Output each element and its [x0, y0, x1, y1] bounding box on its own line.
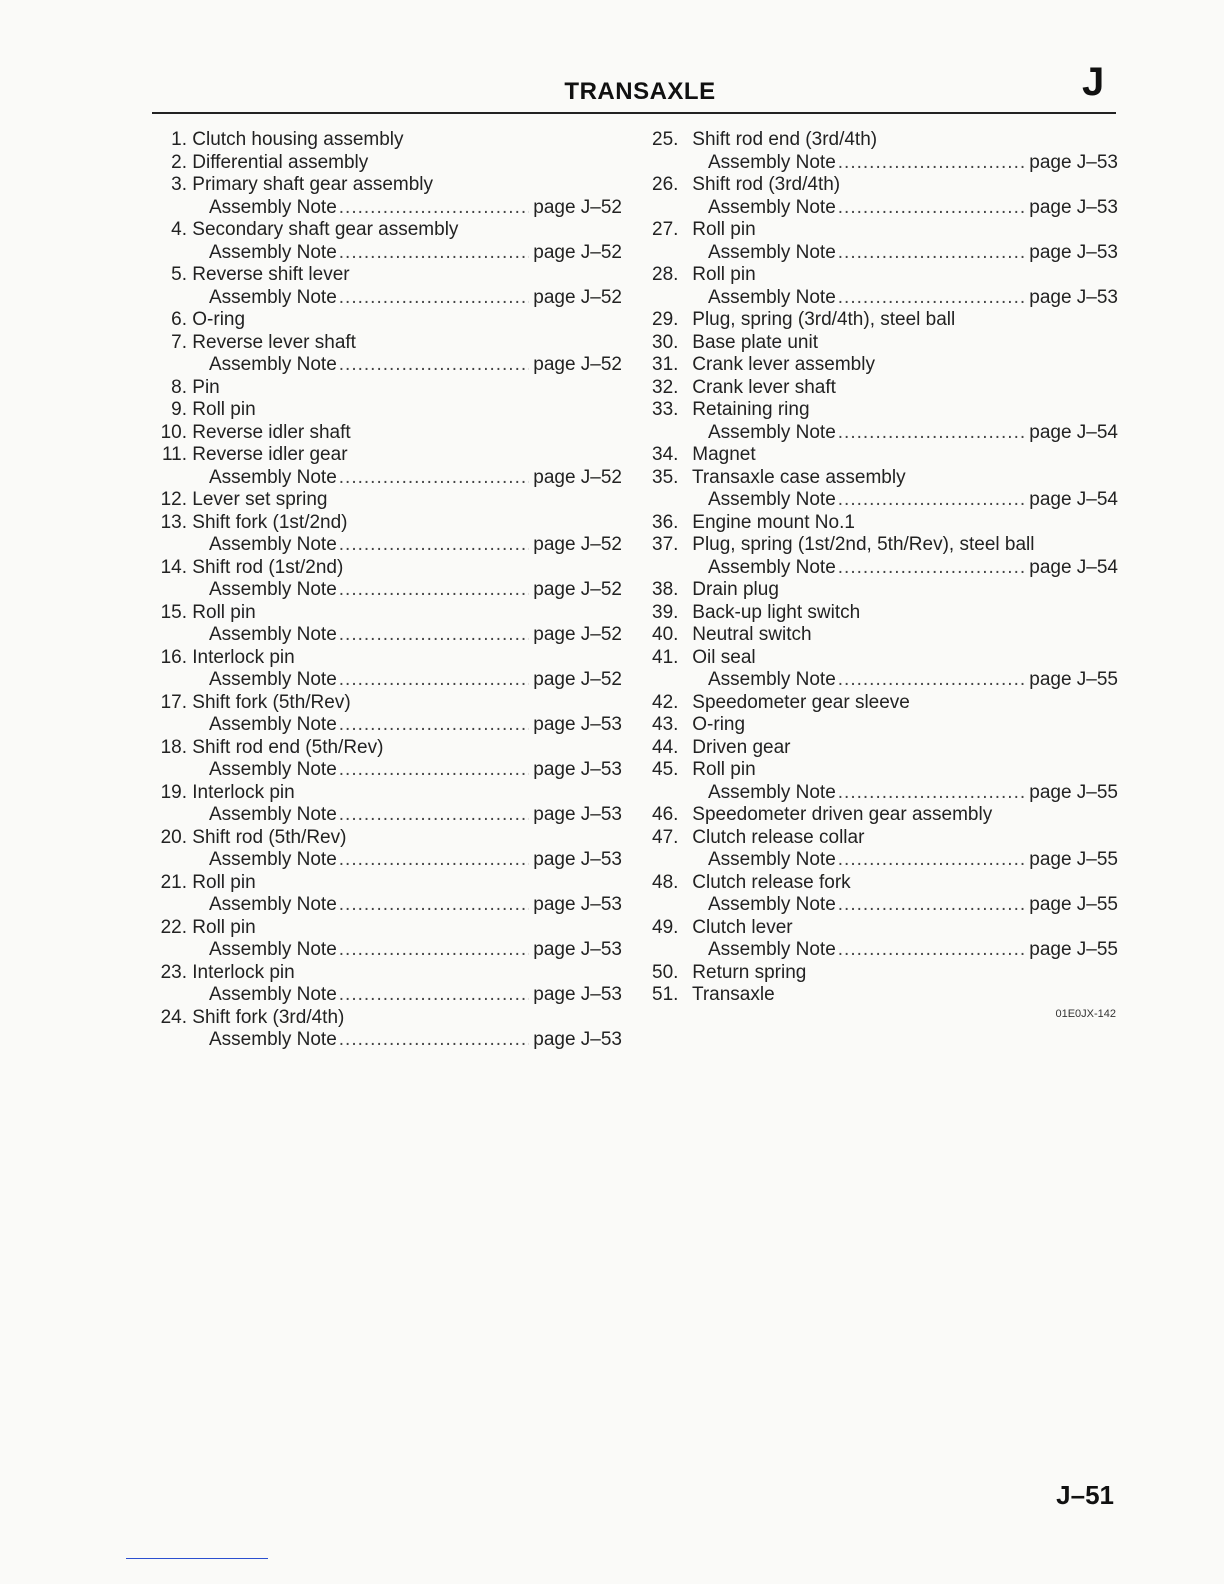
assembly-note-label: Assembly Note	[209, 804, 337, 825]
assembly-note-line	[152, 579, 622, 602]
item-number: 36.	[652, 511, 679, 533]
item-name: Speedometer driven gear assembly	[692, 804, 993, 825]
list-item	[152, 962, 622, 985]
item-name: Neutral switch	[692, 624, 812, 645]
item-name: Crank lever shaft	[692, 376, 836, 398]
list-item	[652, 804, 1118, 827]
list-item	[152, 782, 622, 805]
assembly-note-label: Assembly Note	[209, 894, 337, 915]
assembly-note-label: Assembly Note	[209, 241, 337, 263]
leader-dots	[838, 669, 1025, 692]
item-name: Reverse idler gear	[192, 444, 348, 465]
page-reference: page J–54	[1029, 556, 1118, 578]
list-item	[652, 984, 1118, 1007]
leader-dots	[339, 849, 529, 872]
page-reference: page J–55	[1029, 781, 1118, 803]
item-number: 42.	[652, 691, 679, 713]
assembly-note-label: Assembly Note	[708, 849, 836, 870]
item-name: Interlock pin	[192, 961, 295, 983]
page-number: J–51	[1056, 1480, 1114, 1510]
leader-dots	[339, 287, 529, 310]
list-item	[152, 174, 622, 197]
item-number: 29.	[652, 309, 679, 330]
page-reference: page J–53	[533, 714, 622, 735]
leader-dots	[339, 579, 529, 602]
item-name: Roll pin	[692, 219, 756, 240]
list-item	[652, 534, 1118, 557]
leader-dots	[339, 242, 529, 265]
page-reference: page J–53	[1029, 241, 1118, 263]
item-name: Base plate unit	[692, 331, 818, 353]
assembly-note-label: Assembly Note	[209, 286, 337, 308]
item-number: 27.	[652, 219, 679, 240]
item-number: 25.	[652, 129, 679, 150]
assembly-note-line	[152, 197, 622, 220]
assembly-note-label: Assembly Note	[209, 534, 337, 555]
item-number: 17.	[160, 691, 187, 713]
list-item	[652, 579, 1118, 602]
assembly-note-label: Assembly Note	[209, 714, 337, 735]
item-number: 49.	[652, 916, 679, 938]
item-number: 35.	[652, 466, 679, 488]
item-number: 51.	[652, 984, 679, 1005]
list-item	[652, 399, 1118, 422]
item-name: Lever set spring	[192, 489, 328, 510]
leader-dots	[339, 534, 529, 557]
item-name: Roll pin	[192, 871, 256, 893]
page-reference: page J–55	[1029, 939, 1118, 960]
item-number: 43.	[652, 714, 679, 735]
item-number: 34.	[652, 444, 679, 465]
list-item	[152, 422, 622, 445]
item-name: Differential assembly	[192, 151, 369, 173]
page-reference: page J–52	[533, 669, 622, 690]
assembly-note-label: Assembly Note	[209, 579, 337, 600]
list-item	[652, 647, 1118, 670]
page-reference: page J–55	[1029, 669, 1118, 690]
item-number: 41.	[652, 646, 679, 668]
assembly-note-line	[152, 804, 622, 827]
assembly-note-line	[652, 939, 1118, 962]
item-name: Clutch release fork	[692, 871, 851, 893]
list-item	[652, 827, 1118, 850]
item-number: 4.	[171, 219, 187, 240]
assembly-note-label: Assembly Note	[209, 849, 337, 870]
page-reference: page J–55	[1029, 894, 1118, 915]
page-reference: page J–53	[533, 759, 622, 780]
page-reference: page J–53	[1029, 196, 1118, 218]
assembly-note-line	[652, 152, 1118, 175]
leader-dots	[838, 422, 1025, 445]
assembly-note-label: Assembly Note	[708, 556, 836, 578]
assembly-note-line	[152, 849, 622, 872]
item-number: 44.	[652, 736, 679, 758]
list-item	[152, 264, 622, 287]
leader-dots	[339, 197, 529, 220]
list-item	[152, 602, 622, 625]
assembly-note-line	[652, 287, 1118, 310]
list-item	[152, 332, 622, 355]
assembly-note-label: Assembly Note	[708, 286, 836, 308]
item-number: 3.	[171, 174, 187, 195]
page-reference: page J–55	[1029, 849, 1118, 870]
assembly-note-line	[652, 489, 1118, 512]
list-item	[652, 512, 1118, 535]
item-number: 31.	[652, 354, 679, 375]
item-name: Shift rod (1st/2nd)	[192, 556, 344, 578]
item-name: Clutch lever	[692, 916, 793, 938]
item-name: Shift rod end (3rd/4th)	[692, 129, 878, 150]
leader-dots	[838, 152, 1025, 175]
assembly-note-line	[152, 939, 622, 962]
section-letter: J	[1082, 60, 1105, 104]
page-reference: page J–52	[533, 354, 622, 375]
assembly-note-line	[152, 669, 622, 692]
page-reference: page J–53	[1029, 151, 1118, 173]
assembly-note-label: Assembly Note	[209, 939, 337, 960]
document-code: 01E0JX-142	[1055, 1008, 1116, 1020]
item-number: 39.	[652, 601, 679, 623]
item-number: 46.	[652, 804, 679, 825]
list-item	[652, 872, 1118, 895]
item-name: Oil seal	[692, 646, 756, 668]
item-name: Interlock pin	[192, 781, 295, 803]
item-name: Crank lever assembly	[692, 354, 875, 375]
leader-dots	[838, 197, 1025, 220]
page-title: TRANSAXLE	[564, 78, 716, 105]
item-number: 9.	[171, 399, 187, 420]
assembly-note-label: Assembly Note	[708, 781, 836, 803]
page-reference: page J–52	[533, 534, 622, 555]
list-item	[152, 692, 622, 715]
page-reference: page J–54	[1029, 421, 1118, 443]
list-item	[152, 1007, 622, 1030]
item-name: Shift fork (3rd/4th)	[192, 1006, 345, 1028]
list-item	[152, 489, 622, 512]
item-number: 19.	[160, 781, 187, 803]
page-reference: page J–53	[533, 804, 622, 825]
item-number: 24.	[160, 1006, 187, 1028]
item-number: 21.	[160, 871, 187, 893]
list-item	[152, 152, 622, 175]
assembly-note-line	[152, 759, 622, 782]
item-name: Pin	[192, 376, 220, 398]
list-item	[652, 219, 1118, 242]
leader-dots	[838, 242, 1025, 265]
assembly-note-line	[152, 242, 622, 265]
item-name: Clutch release collar	[692, 826, 865, 848]
list-item	[152, 309, 622, 332]
assembly-note-line	[652, 849, 1118, 872]
list-item	[652, 917, 1118, 940]
item-name: Retaining ring	[692, 399, 810, 420]
assembly-note-line	[152, 714, 622, 737]
page-reference: page J–53	[533, 894, 622, 915]
list-item	[152, 219, 622, 242]
leader-dots	[339, 984, 529, 1007]
list-item	[652, 624, 1118, 647]
leader-dots	[339, 354, 529, 377]
leader-dots	[838, 894, 1025, 917]
assembly-note-label: Assembly Note	[708, 489, 836, 510]
page-reference: page J–52	[533, 466, 622, 488]
item-name: Reverse idler shaft	[192, 421, 351, 443]
item-number: 18.	[160, 736, 187, 758]
item-name: Shift rod (5th/Rev)	[192, 826, 347, 848]
assembly-note-line	[652, 782, 1118, 805]
item-name: Clutch housing assembly	[192, 129, 404, 150]
item-number: 45.	[652, 759, 679, 780]
page-reference: page J–52	[533, 579, 622, 600]
assembly-note-line	[152, 624, 622, 647]
list-item	[152, 647, 622, 670]
item-number: 30.	[652, 331, 679, 353]
leader-dots	[838, 557, 1025, 580]
item-name: Roll pin	[692, 759, 756, 780]
leader-dots	[339, 759, 529, 782]
leader-dots	[339, 894, 529, 917]
assembly-note-line	[652, 557, 1118, 580]
item-number: 14.	[160, 556, 187, 578]
assembly-note-line	[652, 197, 1118, 220]
item-name: Driven gear	[692, 736, 791, 758]
list-item	[152, 129, 622, 152]
assembly-note-line	[652, 669, 1118, 692]
page-reference: page J–52	[533, 624, 622, 645]
list-item	[152, 399, 622, 422]
page-reference: page J–53	[1029, 286, 1118, 308]
assembly-note-label: Assembly Note	[209, 466, 337, 488]
list-item	[652, 692, 1118, 715]
item-name: Shift fork (5th/Rev)	[192, 691, 351, 713]
leader-dots	[838, 849, 1025, 872]
item-number: 11.	[161, 444, 187, 465]
list-item	[152, 827, 622, 850]
parts-list-left	[152, 129, 622, 1052]
list-item	[152, 917, 622, 940]
assembly-note-label: Assembly Note	[708, 939, 836, 960]
item-name: Return spring	[692, 961, 807, 983]
assembly-note-line	[152, 354, 622, 377]
list-item	[152, 444, 622, 467]
item-number: 32.	[652, 376, 679, 398]
leader-dots	[339, 1029, 529, 1052]
list-item	[652, 444, 1118, 467]
leader-dots	[339, 669, 529, 692]
leader-dots	[838, 939, 1025, 962]
list-item	[652, 309, 1118, 332]
leader-dots	[339, 804, 529, 827]
item-name: Plug, spring (3rd/4th), steel ball	[692, 309, 956, 330]
assembly-note-label: Assembly Note	[708, 421, 836, 443]
list-item	[152, 377, 622, 400]
leader-dots	[838, 782, 1025, 805]
item-name: Magnet	[692, 444, 756, 465]
item-name: Shift fork (1st/2nd)	[192, 511, 348, 533]
item-number: 7.	[171, 331, 187, 353]
item-number: 50.	[652, 961, 679, 983]
item-name: Speedometer gear sleeve	[692, 691, 910, 713]
item-number: 5.	[171, 264, 187, 285]
assembly-note-label: Assembly Note	[708, 669, 836, 690]
leader-dots	[339, 939, 529, 962]
assembly-note-line	[152, 534, 622, 557]
item-name: Roll pin	[192, 399, 256, 420]
item-name: Reverse shift lever	[192, 264, 350, 285]
list-item	[652, 332, 1118, 355]
leader-dots	[339, 714, 529, 737]
list-item	[652, 737, 1118, 760]
list-item	[652, 714, 1118, 737]
assembly-note-line	[152, 984, 622, 1007]
assembly-note-line	[152, 287, 622, 310]
assembly-note-line	[152, 1029, 622, 1052]
page-reference: page J–53	[533, 1029, 622, 1050]
item-number: 47.	[652, 826, 679, 848]
page-reference: page J–52	[533, 286, 622, 308]
item-number: 15.	[160, 601, 187, 623]
assembly-note-line	[652, 894, 1118, 917]
item-number: 13.	[160, 511, 187, 533]
item-number: 22.	[160, 916, 187, 938]
list-item	[652, 962, 1118, 985]
assembly-note-label: Assembly Note	[708, 196, 836, 218]
item-name: Engine mount No.1	[692, 511, 855, 533]
item-name: Transaxle	[691, 984, 775, 1005]
page-reference: page J–53	[533, 984, 622, 1005]
list-item	[652, 264, 1118, 287]
list-item	[652, 759, 1118, 782]
list-item	[152, 512, 622, 535]
item-name: Transaxle case assembly	[691, 466, 906, 488]
leader-dots	[838, 287, 1025, 310]
list-item	[652, 602, 1118, 625]
item-number: 6.	[171, 309, 187, 330]
list-item	[652, 377, 1118, 400]
assembly-note-label: Assembly Note	[209, 354, 337, 375]
page-reference: page J–53	[533, 939, 622, 960]
item-number: 12.	[160, 489, 187, 510]
assembly-note-line	[152, 467, 622, 490]
header-rule	[152, 112, 1116, 114]
item-name: Shift rod end (5th/Rev)	[192, 736, 384, 758]
item-number: 8.	[171, 376, 187, 398]
item-name: O-ring	[192, 309, 246, 330]
page-reference: page J–52	[533, 196, 622, 218]
page-reference: page J–54	[1029, 489, 1118, 510]
item-number: 26.	[652, 174, 679, 195]
leader-dots	[339, 467, 529, 490]
assembly-note-label: Assembly Note	[209, 624, 337, 645]
assembly-note-label: Assembly Note	[209, 669, 337, 690]
page-reference: page J–52	[533, 241, 622, 263]
assembly-note-line	[652, 422, 1118, 445]
item-name: Roll pin	[192, 601, 256, 623]
assembly-note-label: Assembly Note	[209, 1029, 337, 1050]
item-name: Interlock pin	[192, 646, 295, 668]
item-number: 2.	[171, 151, 187, 173]
assembly-note-label: Assembly Note	[209, 759, 337, 780]
list-item	[152, 557, 622, 580]
item-number: 33.	[652, 399, 679, 420]
item-name: Back-up light switch	[692, 601, 861, 623]
assembly-note-line	[652, 242, 1118, 265]
item-number: 48.	[652, 871, 679, 893]
item-name: Roll pin	[192, 916, 256, 938]
assembly-note-label: Assembly Note	[708, 241, 836, 263]
list-item	[652, 354, 1118, 377]
assembly-note-label: Assembly Note	[708, 151, 836, 173]
item-name: Reverse lever shaft	[192, 331, 356, 353]
list-item	[152, 872, 622, 895]
list-item	[652, 467, 1118, 490]
item-number: 38.	[652, 579, 679, 600]
leader-dots	[339, 624, 529, 647]
parts-list-right	[652, 129, 1118, 1007]
list-item	[152, 737, 622, 760]
item-number: 37.	[652, 534, 679, 555]
item-number: 10.	[160, 421, 187, 443]
list-item	[652, 174, 1118, 197]
item-number: 1.	[171, 129, 187, 150]
bottom-link-underline	[126, 1558, 268, 1559]
item-number: 20.	[160, 826, 187, 848]
page-reference: page J–53	[533, 849, 622, 870]
item-name: Roll pin	[692, 264, 756, 285]
item-number: 40.	[652, 624, 679, 645]
item-number: 28.	[652, 264, 679, 285]
item-name: Shift rod (3rd/4th)	[692, 174, 841, 195]
assembly-note-label: Assembly Note	[708, 894, 836, 915]
item-number: 23.	[160, 961, 187, 983]
assembly-note-label: Assembly Note	[209, 984, 337, 1005]
item-name: Drain plug	[692, 579, 779, 600]
assembly-note-label: Assembly Note	[209, 196, 337, 218]
list-item	[652, 129, 1118, 152]
leader-dots	[838, 489, 1025, 512]
item-number: 16.	[160, 646, 187, 668]
item-name: Plug, spring (1st/2nd, 5th/Rev), steel ball	[692, 534, 1035, 555]
item-name: O-ring	[692, 714, 746, 735]
assembly-note-line	[152, 894, 622, 917]
item-name: Secondary shaft gear assembly	[192, 219, 459, 240]
item-name: Primary shaft gear assembly	[192, 174, 434, 195]
